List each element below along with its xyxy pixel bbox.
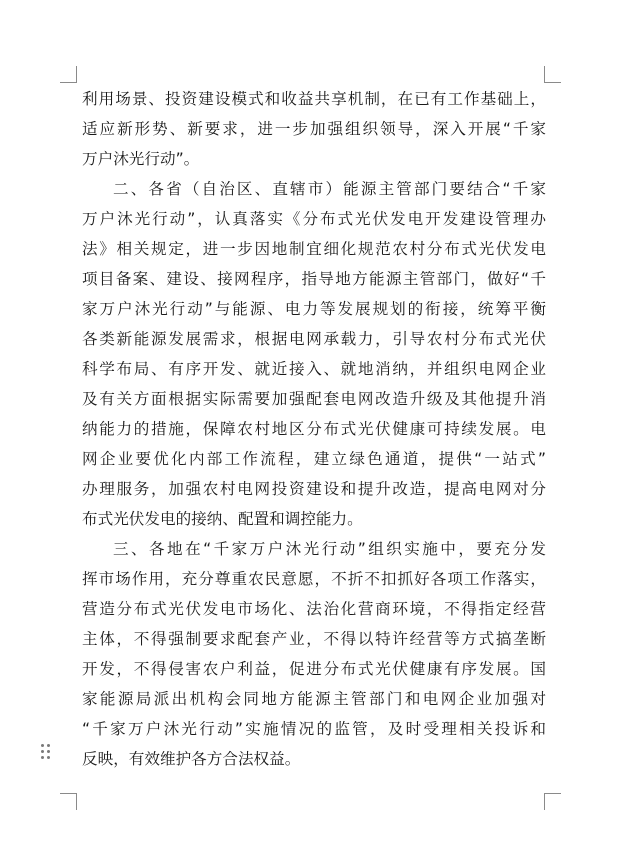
crop-mark-bottom-right [544,793,561,810]
paragraph-2-line-7: 科学布局、有序开发、就近接入、就地消纳，并组织电网企业 [82,360,546,378]
paragraph-2-line-5: 家万户沐光行动”与能源、电力等发展规划的衔接，统筹平衡 [82,300,546,318]
paragraph-2-line-12: 布式光伏发电的接纳、配置和调控能力。 [82,510,363,528]
paragraph-3-line-8: 反映，有效维护各方合法权益。 [82,750,301,768]
paragraph-2-line-4: 项目备案、建设、接网程序，指导地方能源主管部门，做好“千 [82,270,546,288]
paragraph-1-line-1: 利用场景、投资建设模式和收益共享机制，在已有工作基础上， [82,90,546,108]
paragraph-2-line-3: 法》相关规定，进一步因地制宜细化规范农村分布式光伏发电 [82,240,546,258]
paragraph-2-line-1: 二、各省（自治区、直辖市）能源主管部门要结合“千家 [113,180,546,198]
crop-mark-bottom-left [60,793,77,810]
paragraph-1-line-2: 适应新形势、新要求，进一步加强组织领导，深入开展“千家 [82,120,546,138]
paragraph-3-line-4: 主体，不得强制要求配套产业，不得以特许经营等方式搞垄断 [82,630,546,648]
paragraph-1-line-3: 万户沐光行动”。 [82,150,200,168]
paragraph-2-line-2: 万户沐光行动”，认真落实《分布式光伏发电开发建设管理办 [82,210,546,228]
paragraph-drag-handle-icon[interactable] [41,744,51,760]
paragraph-3-line-3: 营造分布式光伏发电市场化、法治化营商环境，不得指定经营 [82,600,546,618]
paragraph-3-line-1: 三、各地在“千家万户沐光行动”组织实施中，要充分发 [113,540,546,558]
crop-mark-top-left [60,66,77,83]
paragraph-2-line-9: 纳能力的措施，保障农村地区分布式光伏健康可持续发展。电 [82,420,546,438]
paragraph-2-line-6: 各类新能源发展需求，根据电网承载力，引导农村分布式光伏 [82,330,546,348]
paragraph-3-line-6: 家能源局派出机构会同地方能源主管部门和电网企业加强对 [82,690,546,708]
paragraph-3-line-7: “千家万户沐光行动”实施情况的监管，及时受理相关投诉和 [82,720,546,738]
paragraph-2-line-11: 办理服务，加强农村电网投资建设和提升改造，提高电网对分 [82,480,546,498]
paragraph-2-line-8: 及有关方面根据实际需要加强配套电网改造升级及其他提升消 [82,390,546,408]
paragraph-3-line-2: 挥市场作用，充分尊重农民意愿，不折不扣抓好各项工作落实， [82,570,546,588]
paragraph-2-line-10: 网企业要优化内部工作流程，建立绿色通道，提供“一站式” [82,450,546,468]
paragraph-3-line-5: 开发，不得侵害农户利益，促进分布式光伏健康有序发展。国 [82,660,546,678]
crop-mark-top-right [544,66,561,83]
